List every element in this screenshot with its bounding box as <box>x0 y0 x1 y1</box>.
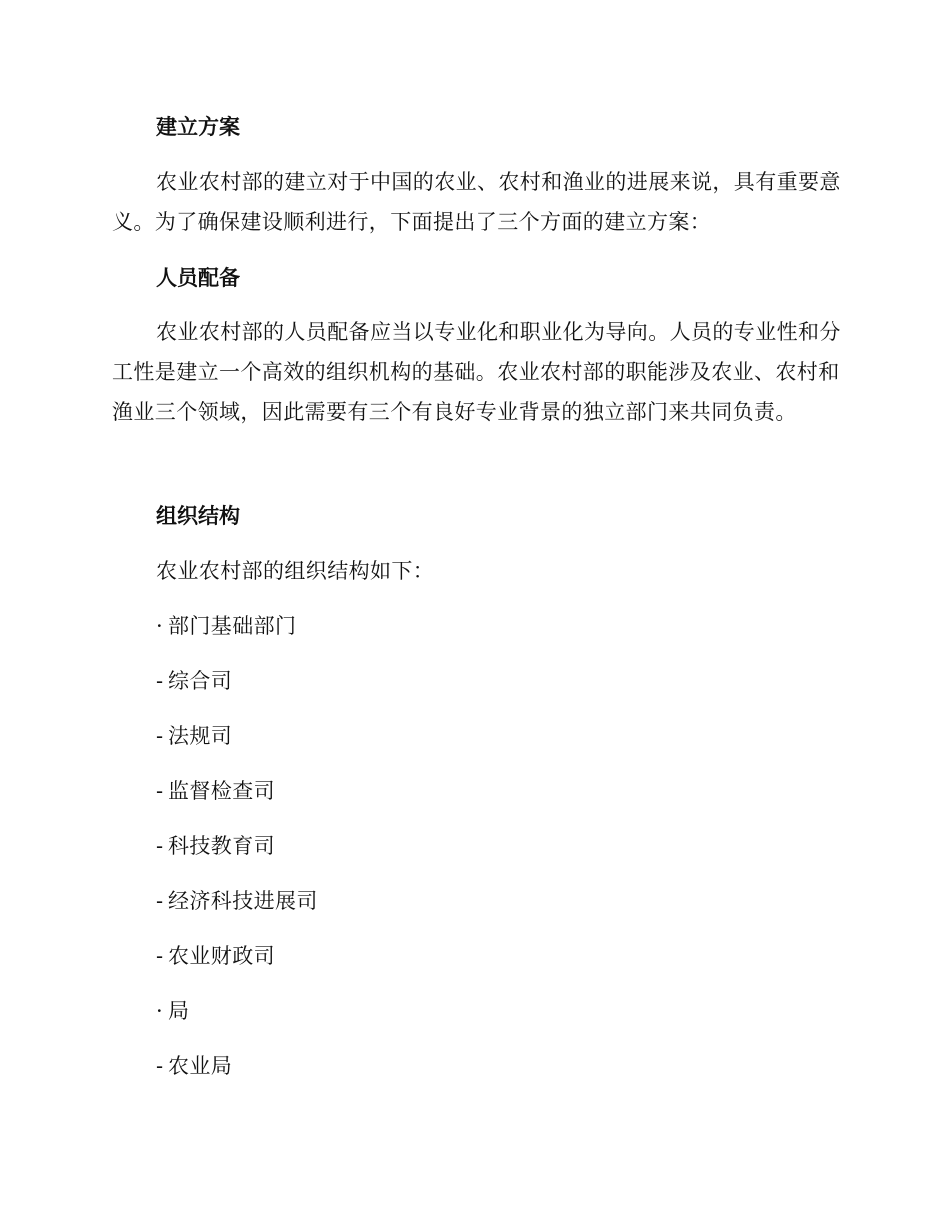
list-item <box>156 722 232 750</box>
paragraph-plan: 农业农村部的建立对于中国的农业、农村和渔业的进展来说，具有重要意义。为了确保建设顺利进行，下面提出了三个方面的建立方案： <box>112 170 841 234</box>
list-item <box>156 997 189 1025</box>
list-item <box>156 777 275 805</box>
section-heading-structure: 组织结构 <box>156 504 240 528</box>
list-item-text: 农业局 <box>168 1054 233 1078</box>
dash-marker: - <box>156 944 164 968</box>
list-item <box>156 667 232 695</box>
list-item <box>156 887 318 915</box>
structure-intro: 农业农村部的组织结构如下： <box>156 559 435 583</box>
section-heading-staffing: 人员配备 <box>156 266 240 290</box>
list-item <box>156 832 275 860</box>
list-item-text: 法规司 <box>168 724 233 748</box>
paragraph-staffing: 农业农村部的人员配备应当以专业化和职业化为导向。人员的专业性和分工性是建立一个高效的组织机构的基础。农业农村部的职能涉及农业、农村和渔业三个领域，因此需要有三个有良好专业背景的独立部门来共同负责。 <box>112 320 841 424</box>
list-item <box>156 942 275 970</box>
section-heading-plan: 建立方案 <box>156 115 240 139</box>
list-item-text: 监督检查司 <box>168 779 275 803</box>
bullet-marker: · <box>156 999 164 1023</box>
dash-marker: - <box>156 889 164 913</box>
dash-marker: - <box>156 779 164 803</box>
dash-marker: - <box>156 834 164 858</box>
list-item-text: 综合司 <box>168 669 233 693</box>
bullet-marker: · <box>156 614 164 638</box>
list-item <box>156 612 296 640</box>
dash-marker: - <box>156 1054 164 1078</box>
dash-marker: - <box>156 724 164 748</box>
list-item <box>156 1052 232 1080</box>
dash-marker: - <box>156 669 164 693</box>
list-item-text: 部门基础部门 <box>168 614 297 638</box>
list-item-text: 农业财政司 <box>168 944 275 968</box>
list-item-text: 经济科技进展司 <box>168 889 318 913</box>
list-item-text: 科技教育司 <box>168 834 275 858</box>
list-item-text: 局 <box>168 999 190 1023</box>
